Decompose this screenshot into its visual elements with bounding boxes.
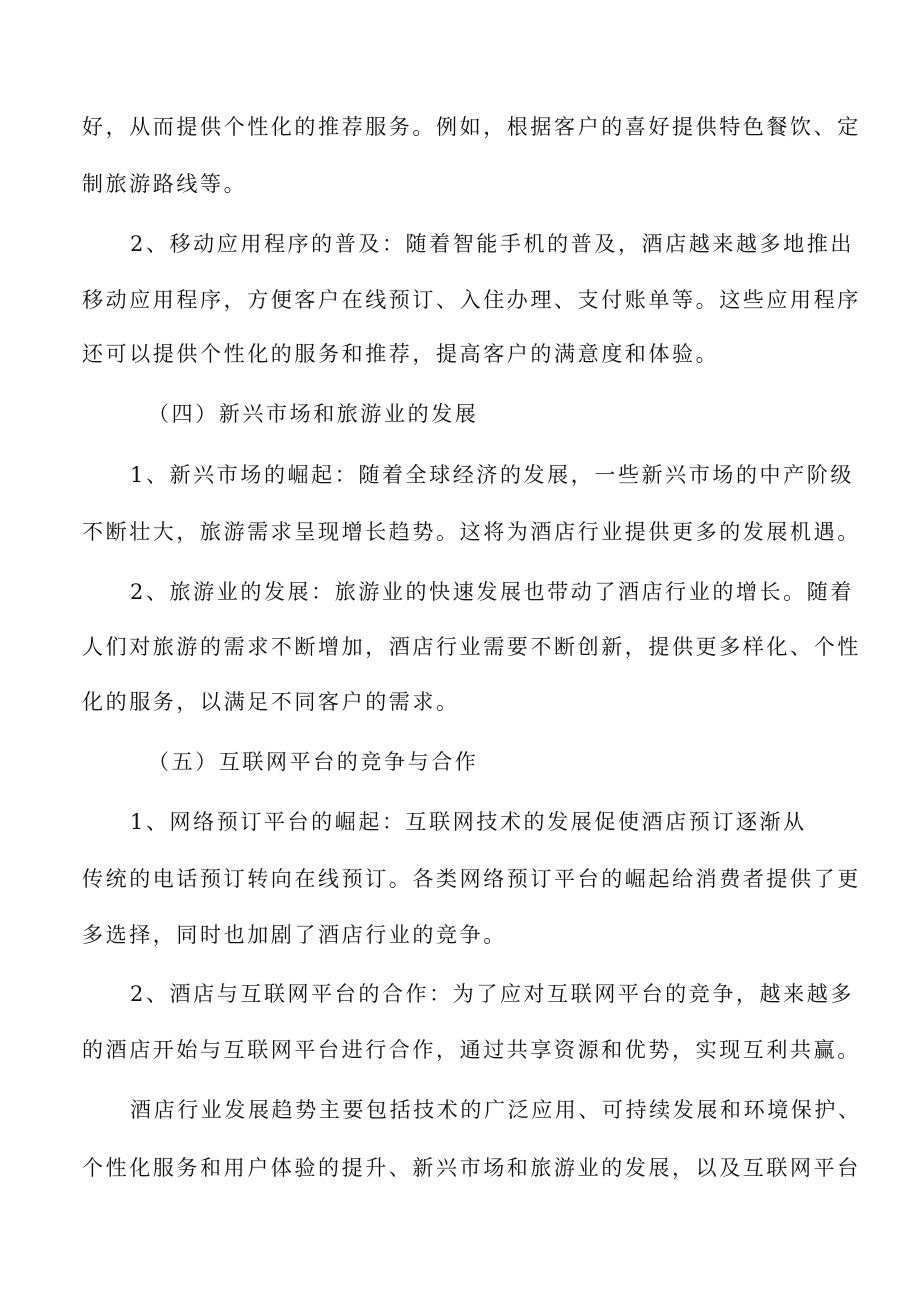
- text-line-3: 2、移动应用程序的普及：随着智能手机的普及，酒店越来越多地推出: [130, 232, 854, 256]
- section-heading-4: （四）新兴市场和旅游业的发展: [148, 402, 479, 426]
- text-line-14: 传统的电话预订转向在线预订。各类网络预订平台的崛起给消费者提供了更: [82, 867, 861, 891]
- section-heading-5: （五）互联网平台的竞争与合作: [148, 750, 479, 774]
- text-line-2: 制旅游路线等。: [82, 172, 248, 196]
- text-line-9: 2、旅游业的发展：旅游业的快速发展也带动了酒店行业的增长。随着: [130, 580, 854, 604]
- text-line-15: 多选择，同时也加剧了酒店行业的竞争。: [82, 923, 507, 947]
- text-line-16: 2、酒店与互联网平台的合作：为了应对互联网平台的竞争，越来越多: [130, 982, 854, 1006]
- text-line-17: 的酒店开始与互联网平台进行合作，通过共享资源和优势，实现互利共赢。: [82, 1038, 861, 1062]
- text-line-8: 不断壮大，旅游需求呈现增长趋势。这将为酒店行业提供更多的发展机遇。: [82, 520, 861, 544]
- text-line-1: 好，从而提供个性化的推荐服务。例如，根据客户的喜好提供特色餐饮、定: [82, 115, 861, 139]
- text-line-13: 1、网络预订平台的崛起：互联网技术的发展促使酒店预订逐渐从: [130, 810, 807, 834]
- text-line-18: 酒店行业发展趋势主要包括技术的广泛应用、可持续发展和环境保护、: [130, 1098, 862, 1122]
- text-line-19: 个性化服务和用户体验的提升、新兴市场和旅游业的发展，以及互联网平台: [82, 1156, 861, 1180]
- text-line-4: 移动应用程序，方便客户在线预订、入住办理、支付账单等。这些应用程序: [82, 288, 861, 312]
- text-line-10: 人们对旅游的需求不断增加，酒店行业需要不断创新，提供更多样化、个性: [82, 635, 861, 659]
- text-line-7: 1、新兴市场的崛起：随着全球经济的发展，一些新兴市场的中产阶级: [130, 463, 854, 487]
- text-line-11: 化的服务，以满足不同客户的需求。: [82, 690, 460, 714]
- text-line-5: 还可以提供个性化的服务和推荐，提高客户的满意度和体验。: [82, 342, 720, 366]
